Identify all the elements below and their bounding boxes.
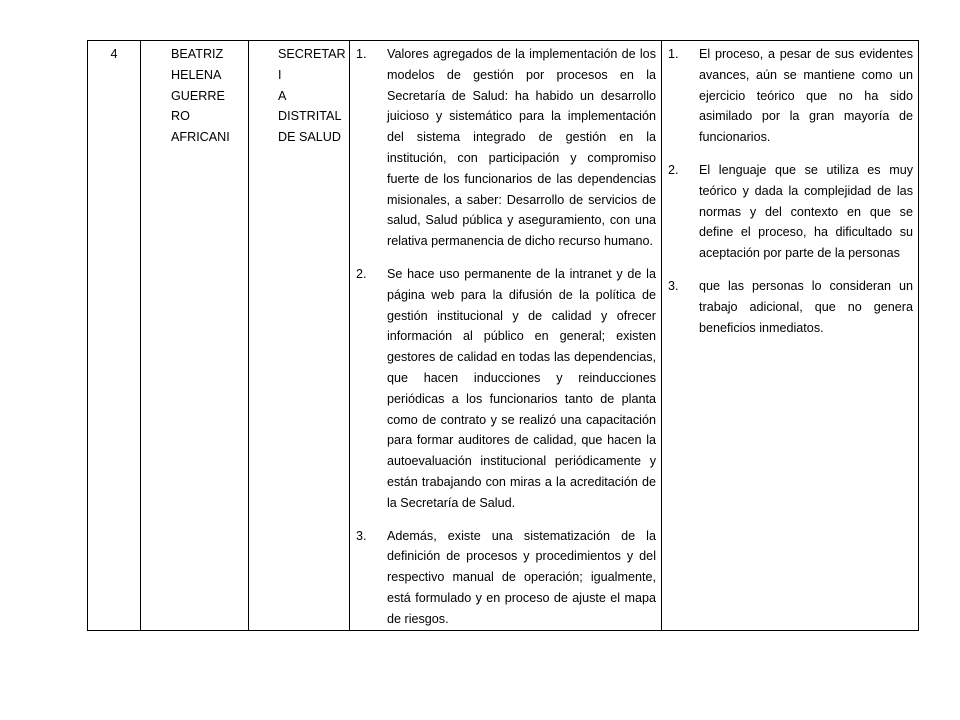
- name-line: AFRICANI: [171, 130, 230, 145]
- name-line: RO: [171, 109, 190, 124]
- item-number: 2.: [668, 162, 679, 177]
- item-number: 2.: [356, 266, 367, 281]
- item-text: El lenguaje que se utiliza es muy teórico y dada la complejidad de las normas y del contexto en que se define el proceso, ha dificultado su aceptación por parte de la personas: [699, 162, 913, 261]
- item-number: 1.: [668, 47, 679, 61]
- strengths-list: [356, 44, 656, 630]
- item-text: Se hace uso permanente de la intranet y de la página web para la difusión de la política de gestión institucional y de calidad y ofrecer información al público en general; existen gestores de calidad en todas las dependencias, que hacen inducciones y reinducciones periódicas a los funcionarios tanto de planta como de contrato y se realizó una capacitación para formar auditores de calidad, que hacen la autoevaluación institucional periódicamente y están trabajando con miras a la acreditación de la Secretaría de Salud.: [387, 266, 656, 510]
- list-item: [668, 160, 913, 264]
- strengths-cell: [350, 41, 662, 631]
- name-line: GUERRE: [171, 88, 225, 103]
- entity-line: DE SALUD: [278, 130, 341, 145]
- item-text: El proceso, a pesar de sus evidentes avances, aún se mantiene como un ejercicio teórico que no ha sido asimilado por la gran mayoría de funcionarios.: [699, 47, 913, 145]
- row-number-cell: [88, 41, 141, 631]
- list-item: [356, 44, 656, 252]
- name-line: BEATRIZ: [171, 47, 224, 61]
- document-table: [87, 40, 919, 631]
- item-number: 3.: [668, 278, 679, 293]
- item-number: 1.: [356, 47, 367, 61]
- list-item: [668, 276, 913, 338]
- row-number: 4: [110, 47, 118, 61]
- name-line: HELENA: [171, 67, 222, 82]
- item-text: que las personas lo consideran un trabajo adicional, que no genera beneficios inmediatos.: [699, 278, 913, 335]
- weaknesses-list: [668, 44, 913, 338]
- item-number: 3.: [356, 528, 367, 543]
- list-item: [668, 44, 913, 148]
- weaknesses-cell: [662, 41, 919, 631]
- list-item: [356, 526, 656, 630]
- table-row: [88, 41, 919, 631]
- entity-line: SECRETARI: [278, 47, 346, 82]
- entity-line: A: [278, 88, 287, 103]
- item-text: Valores agregados de la implementación de los modelos de gestión por procesos en la Secretaría de Salud: ha habido un desarrollo juicioso y sistemático para la implementación del sistema integrado de gestión en la institución, con participación y compromiso fuerte de los funcionarios de las dependencias misionales, a saber: Desarrollo de servicios de salud, Salud pública y aseguramiento, con una relativa permanencia de dicho recurso humano.: [387, 47, 656, 249]
- name-cell: [141, 41, 249, 631]
- entity-line: DISTRITAL: [278, 109, 342, 124]
- entity-cell: [249, 41, 350, 631]
- item-text: Además, existe una sistematización de la definición de procesos y procedimientos y del respectivo manual de operación; igualmente, está formulado y en proceso de ajuste el mapa de riesgos.: [387, 528, 656, 626]
- list-item: [356, 264, 656, 514]
